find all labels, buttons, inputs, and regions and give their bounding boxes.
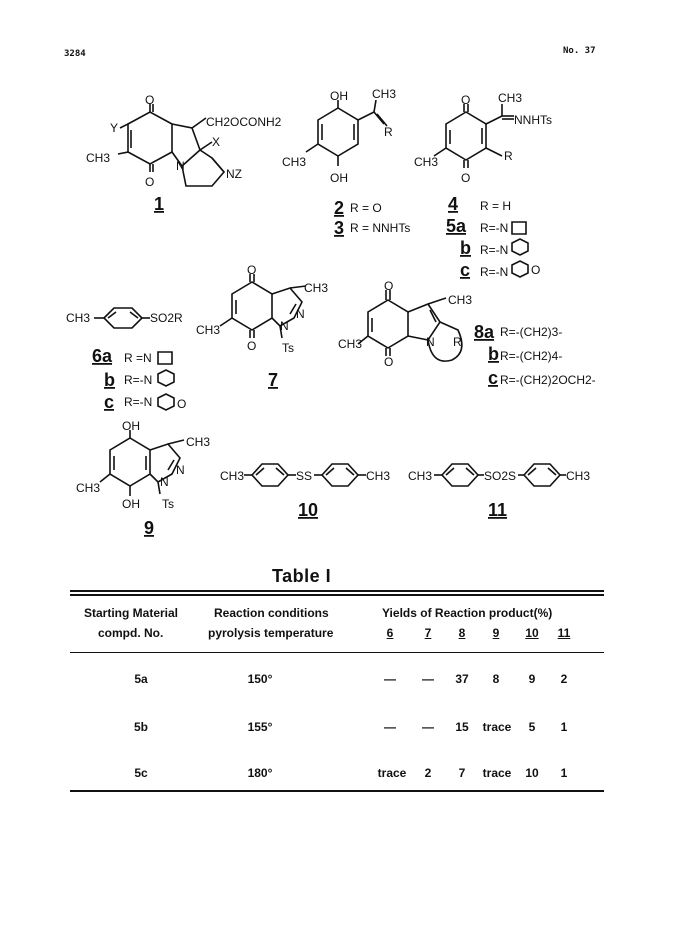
s4-o-bottom: O	[461, 171, 471, 185]
structure-4-bonds	[434, 104, 514, 168]
row-5c-temp: 180°	[247, 766, 273, 780]
s4-o-top: O	[461, 93, 471, 107]
s8b-num: b	[488, 344, 499, 364]
table-top-rule-2	[70, 594, 604, 596]
s8-ch3-ring: CH3	[338, 337, 363, 351]
page-number: 3284	[64, 49, 86, 59]
s7-ch3: CH3	[304, 281, 329, 295]
row-5c-y8: 7	[458, 766, 466, 780]
table-top-rule-1	[70, 590, 604, 592]
s8c-text: R=-(CH2)2OCH2-	[500, 373, 596, 387]
row-5a-y11: 2	[560, 672, 568, 686]
row-5c-y9: trace	[482, 766, 512, 780]
s9-ch3-ring: CH3	[76, 481, 101, 495]
s9-label: 9	[144, 518, 155, 538]
s2-oh-top: OH	[330, 89, 348, 103]
header-product-7: 7	[424, 626, 432, 640]
s10-ss: SS	[296, 469, 313, 483]
s5c-num: c	[460, 260, 471, 280]
s2-oh-bottom: OH	[330, 171, 348, 185]
row-5b-compd: 5b	[133, 720, 148, 734]
s5a-text: R=-N	[480, 221, 509, 235]
s9-n2: N	[176, 463, 185, 477]
s6b-text: R=-N	[124, 373, 153, 387]
row-5b-y9: trace	[482, 720, 512, 734]
s7-ch3-ring: CH3	[196, 323, 221, 337]
s1-nz: NZ	[226, 167, 242, 181]
s4-text: R = H	[480, 199, 512, 213]
s1-ch2oconh2: CH2OCONH2	[206, 115, 282, 129]
row-5c-y7: 2	[424, 766, 432, 780]
header-starting-material: Starting Material	[84, 606, 179, 620]
structure-8-bonds	[358, 290, 462, 361]
s9-ch3: CH3	[186, 435, 211, 449]
s7-n2: N	[296, 307, 305, 321]
header-reaction-conditions: Reaction conditions	[214, 606, 329, 620]
s3-text: R = NNHTs	[350, 221, 411, 235]
s10-ch3-right: CH3	[366, 469, 391, 483]
header-product-8: 8	[458, 626, 466, 640]
s10-label: 10	[298, 500, 319, 520]
s4-num: 4	[448, 194, 459, 214]
row-5a-y10: 9	[528, 672, 536, 686]
s9-oh-bottom: OH	[122, 497, 140, 511]
s1-o-bottom: O	[145, 175, 155, 189]
s8a-num: 8a	[474, 322, 495, 342]
row-5b-temp: 155°	[247, 720, 273, 734]
structure-5-rings	[512, 222, 528, 277]
s2-text: R = O	[350, 201, 382, 215]
row-5a-temp: 150°	[247, 672, 273, 686]
s1-x: X	[212, 135, 221, 149]
s8-o-top: O	[384, 279, 394, 293]
row-5a-y8: 37	[455, 672, 469, 686]
s9-n1: N	[160, 475, 169, 489]
s11-label: 11	[488, 500, 508, 520]
row-5c-y10: 10	[525, 766, 539, 780]
table-header-rule	[70, 652, 604, 653]
header-yields-group: Yields of Reaction product(%)	[382, 606, 553, 620]
row-5a-compd: 5a	[134, 672, 148, 686]
s2-r: R	[384, 125, 393, 139]
s1-label: 1	[154, 194, 165, 214]
s7-o-bottom: O	[247, 339, 257, 353]
s5c-text: R=-N	[480, 265, 509, 279]
table-bottom-rule	[70, 790, 604, 792]
header-product-9: 9	[492, 626, 500, 640]
s1-n: N	[176, 159, 185, 173]
s6c-num: c	[104, 392, 115, 412]
s5b-text: R=-N	[480, 243, 509, 257]
structure-9-bonds	[100, 430, 184, 496]
s8c-num: c	[488, 368, 499, 388]
header-product-6: 6	[386, 626, 394, 640]
row-5b-y8: 15	[455, 720, 469, 734]
s6-ch3: CH3	[66, 311, 91, 325]
s9-oh-top: OH	[122, 419, 140, 433]
s10-ch3-left: CH3	[220, 469, 245, 483]
row-5c-compd: 5c	[134, 766, 148, 780]
row-5b-y10: 5	[528, 720, 536, 734]
row-5b-y7: —	[422, 720, 434, 734]
s4-ch3-ring: CH3	[414, 155, 439, 169]
s1-o-top: O	[145, 93, 155, 107]
s7-ts: Ts	[282, 341, 294, 355]
row-5a-y9: 8	[492, 672, 500, 686]
header-product-10: 10	[525, 626, 539, 640]
s6-so2r: SO2R	[150, 311, 183, 325]
s1-ch3: CH3	[86, 151, 111, 165]
s8-o-bottom: O	[384, 355, 394, 369]
s6a-text: R =N	[124, 351, 152, 365]
s6a-num: 6a	[92, 346, 113, 366]
s4-nnhts: NNHTs	[514, 113, 552, 127]
s2-ch3: CH3	[372, 87, 397, 101]
table-title: Table I	[272, 566, 332, 586]
s2-ch3-ring: CH3	[282, 155, 307, 169]
s7-label: 7	[268, 370, 279, 390]
s11-so2s: SO2S	[484, 469, 517, 483]
structure-2-bonds	[306, 100, 387, 166]
s8-n: N	[426, 335, 435, 349]
s5a-num: 5a	[446, 216, 467, 236]
s11-ch3-left: CH3	[408, 469, 433, 483]
s4-ch3: CH3	[498, 91, 523, 105]
s7-n1: N	[280, 319, 289, 333]
s5c-ring-o: O	[531, 263, 541, 277]
s3-num: 3	[334, 218, 345, 238]
row-5b-y6: —	[384, 720, 396, 734]
row-5c-y6: trace	[377, 766, 407, 780]
row-5c-y11: 1	[560, 766, 568, 780]
s11-ch3-right: CH3	[566, 469, 591, 483]
s7-o-top: O	[247, 263, 257, 277]
s8-r: R	[453, 335, 462, 349]
s9-ts: Ts	[162, 497, 174, 511]
header-compd-no: compd. No.	[98, 626, 164, 640]
issue-number: No. 37	[563, 46, 596, 56]
s6c-ring-o: O	[177, 397, 187, 411]
header-product-11: 11	[557, 626, 571, 640]
s2-num: 2	[334, 198, 345, 218]
s5b-num: b	[460, 238, 471, 258]
s8a-text: R=-(CH2)3-	[500, 325, 563, 339]
s1-y: Y	[110, 121, 119, 135]
row-5a-y7: —	[422, 672, 434, 686]
s6c-text: R=-N	[124, 395, 153, 409]
s4-r: R	[504, 149, 513, 163]
s6b-num: b	[104, 370, 115, 390]
row-5a-y6: —	[384, 672, 396, 686]
structure-7-bonds	[220, 274, 306, 338]
s8-ch3: CH3	[448, 293, 473, 307]
s8b-text: R=-(CH2)4-	[500, 349, 563, 363]
header-pyrolysis-temperature: pyrolysis temperature	[208, 626, 334, 640]
row-5b-y11: 1	[560, 720, 568, 734]
